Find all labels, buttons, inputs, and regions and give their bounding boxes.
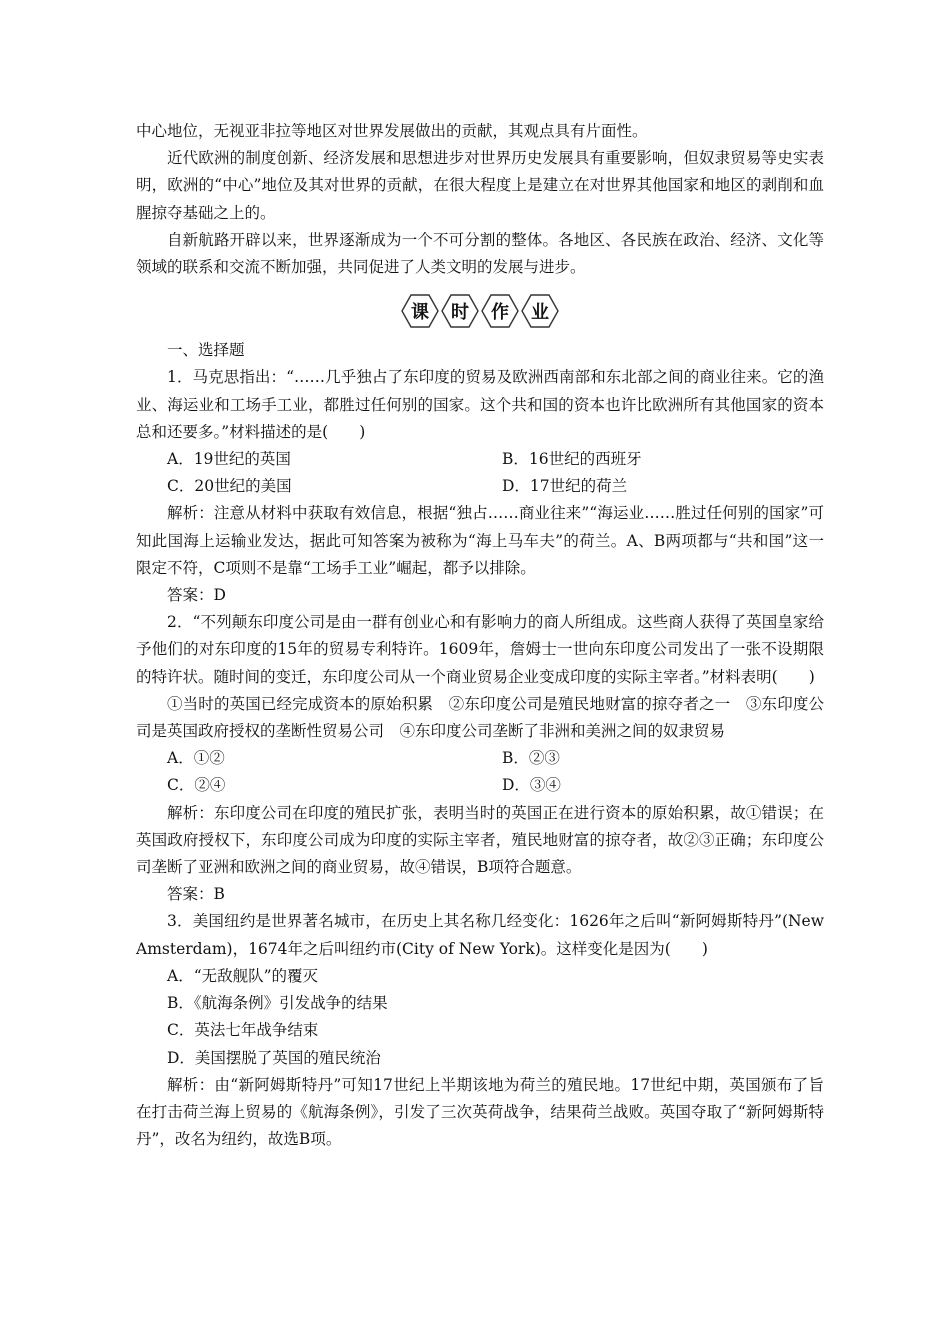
q2-option-b: B．②③ <box>502 749 560 768</box>
q1-analysis: 解析：注意从材料中获取有效信息，根据“独占……商业往来”“海运业……胜过任何别的国家”可知此国海上运输业发达，据此可知答案为被称为“海上马车夫”的荷兰。A、B两项都与“共和国”这一限定不符，C项则不是靠“工场手工业”崛起，都予以排除。 <box>136 504 824 577</box>
q3-option-c: C．英法七年战争结束 <box>167 1021 319 1040</box>
q2-option-a: A．①② <box>167 749 225 768</box>
intro-paragraph-2: 近代欧洲的制度创新、经济发展和思想进步对世界历史发展具有重要影响，但奴隶贸易等史实表明，欧洲的“中心”地位及其对世界的贡献，在很大程度上是建立在对世界其他国家和地区的剥削和血腥掠夺基础之上的。 <box>136 149 824 222</box>
title-char: 业 <box>531 302 549 324</box>
q3-option-d: D．美国摆脱了英国的殖民统治 <box>167 1048 381 1067</box>
q3-analysis: 解析：由“新阿姆斯特丹”可知17世纪上半期该地为荷兰的殖民地。17世纪中期，英国颁布了旨在打击荷兰海上贸易的《航海条例》，引发了三次英荷战争，结果荷兰战败。英国夺取了“新阿姆斯特丹”，改名为纽约，故选B项。 <box>136 1075 824 1149</box>
q3-option-b: B．《航海条例》引发战争的结果 <box>167 994 388 1013</box>
q1-answer: 答案：D <box>167 586 226 605</box>
document-page <box>136 118 824 1153</box>
q2-option-c: C．②④ <box>167 776 226 795</box>
q1-options-row-2 <box>136 473 824 500</box>
q1-option-c: C．20世纪的美国 <box>167 477 292 496</box>
q2-items: ①当时的英国已经完成资本的原始积累 ②东印度公司是殖民地财富的掠夺者之一 ③东印度公司是英国政府授权的垄断性贸易公司 ④东印度公司垄断了非洲和美洲之间的奴隶贸易 <box>136 694 824 741</box>
intro-line: 中心地位，无视亚非拉等地区对世界发展做出的贡献，其观点具有片面性。 <box>136 122 648 140</box>
q3-option-a: A．“无敌舰队”的覆灭 <box>167 966 319 985</box>
title-hexagon <box>481 293 519 329</box>
q2-options-row-2 <box>136 772 824 799</box>
title-char: 课 <box>411 302 429 324</box>
title-char: 时 <box>451 302 469 324</box>
q1-options-row-1 <box>136 446 824 473</box>
title-hexagon <box>521 293 559 329</box>
q2-stem: 2．“不列颠东印度公司是由一群有创业心和有影响力的商人所组成。这些商人获得了英国皇家给予他们的对东印度的15年的贸易专利特许。1609年，詹姆士一世向东印度公司发出了一张不设期限的特许状。随时间的变迁，东印度公司从一个商业贸易企业变成印度的实际主宰者。”材料表明( ) <box>136 613 824 686</box>
q2-option-d: D．③④ <box>502 776 561 795</box>
section-title <box>136 287 824 335</box>
q1-option-d: D．17世纪的荷兰 <box>502 477 628 496</box>
part-heading: 一、选择题 <box>167 341 245 360</box>
title-hexagon <box>401 293 439 329</box>
q2-options-row-1 <box>136 745 824 772</box>
q2-analysis: 解析：东印度公司在印度的殖民扩张，表明当时的英国正在进行资本的原始积累，故①错误；在英国政府授权下，东印度公司成为印度的实际主宰者，殖民地财富的掠夺者，故②③正确；东印度公司垄断了亚洲和欧洲之间的商业贸易，故④错误，B项符合题意。 <box>136 803 824 877</box>
q3-stem: 3．美国纽约是世界著名城市，在历史上其名称几经变化：1626年之后叫“新阿姆斯特丹”(New Amsterdam)，1674年之后叫纽约市(City of New York)。这样变化是因为( ) <box>136 912 824 958</box>
q1-option-b: B．16世纪的西班牙 <box>502 450 642 469</box>
q1-option-a: A．19世纪的英国 <box>167 450 291 469</box>
q1-stem: 1．马克思指出：“……几乎独占了东印度的贸易及欧洲西南部和东北部之间的商业往来。它的渔业、海运业和工场手工业，都胜过任何别的国家。这个共和国的资本也许比欧洲所有其他国家的资本总和还要多。”材料描述的是( ) <box>136 368 824 441</box>
intro-paragraph-3: 自新航路开辟以来，世界逐渐成为一个不可分割的整体。各地区、各民族在政治、经济、文化等领域的联系和交流不断加强，共同促进了人类文明的发展与进步。 <box>136 230 824 277</box>
title-char: 作 <box>491 302 509 324</box>
q2-answer: 答案：B <box>167 885 225 904</box>
title-hexagon <box>441 293 479 329</box>
